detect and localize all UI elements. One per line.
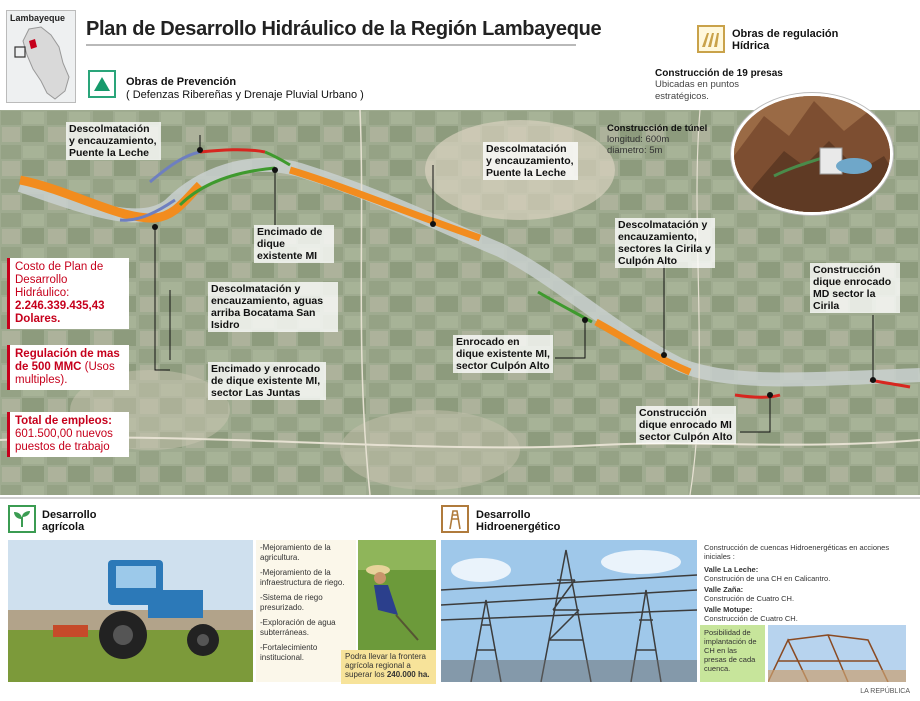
valle-la-leche-name: Valle La Leche: [704,565,759,574]
construction-illustration [768,625,906,682]
agri-item: -Fortalecimiento institucional. [260,643,318,662]
locator-label: Lambayeque [10,13,66,23]
stat-regulation [7,345,129,390]
map-label-encimado-dique: Encimado de dique existente MI [254,225,334,263]
map-label-bocatama-san-isidro: Descolmatación y encauzamiento, aguas arriba Bocatama San Isidro [208,282,338,332]
agri-item: -Mejoramiento de la infraestructura de riego. [260,568,345,587]
valle-zana-name: Valle Zaña: [704,585,744,594]
map-label-la-cirila-culpon-alto: Descolmatación y encauzamiento, sectores la Cirila y Culpón Alto [615,218,715,268]
stat-regulation-rest: (Usos multiples). [15,361,115,386]
farmer-illustration [358,540,436,650]
source-credit: LA REPÚBLICA [860,688,910,695]
hydro-possibility-note: Posibilidad de implantación de CH en las presas de cada cuenca. [700,625,765,682]
power-tower-photo [441,540,697,682]
presas-title: Construcción de 19 presas [655,68,783,79]
agriculture-title: Desarrollo agrícola [42,509,97,533]
hydro-actions [700,540,906,622]
prevention-title: Obras de Prevención [126,76,237,88]
valle-motupe-name: Valle Motupe: [704,605,753,614]
presas-subtitle: Ubicadas en puntos estratégicos. [655,79,739,102]
tractor-photo [8,540,253,682]
peru-outline-icon [7,11,76,103]
stat-cost-value: 2.246.339.435,43 Dolares. [15,300,105,325]
tunel-diameter: diametro: 5m [607,145,663,156]
stat-regulation-bold: Regulación de mas de 500 MMC [15,348,120,373]
prevention-subtitle: ( Defenzas Ribereñas y Drenaje Pluvial Urbano ) [126,89,364,101]
mountain-dam-illustration [731,93,893,215]
valle-zana-text: Construción de Cuatro CH. [704,594,795,603]
map-label-las-juntas: Encimado y enrocado de dique existente MI, sector Las Juntas [208,362,326,400]
farmer-photo [358,540,436,650]
frontier-value: 240.000 ha. [386,670,430,679]
agri-item: -Exploración de agua subterráneas. [260,618,336,637]
agri-item: -Mejoramiento de la agricultura. [260,543,331,562]
hydro-intro: Construcción de cuencas Hidroenergéticas en acciones iniciales : [704,543,890,561]
regulation-title: Obras de regulación Hídrica [732,28,839,52]
page-title: Plan de Desarrollo Hidráulico de la Región Lambayeque [86,18,602,40]
stat-cost-label: Costo de Plan de Desarrollo Hidráulico: [15,261,104,299]
sprout-icon [10,507,34,531]
electric-substation-illustration [441,540,697,682]
tractor-illustration [8,540,253,682]
map-label-enrocado-culpon-alto: Enrocado en dique existente MI, sector Culpón Alto [453,335,553,373]
frontier-note [341,650,436,684]
map-label-dique-enrocado-mi: Construcción dique enrocado MI sector Culpón Alto [636,406,736,444]
map-label-puente-la-leche-2: Descolmatación y encauzamiento, Puente la Leche [483,142,578,180]
stat-jobs-rest: 601.500,00 nuevos puestos de trabajo [15,428,113,453]
section-divider [0,497,920,499]
stat-cost [7,258,129,329]
mountain-dam-icon [734,96,893,215]
tunel-title: Construcción de túnel [607,123,708,134]
power-tower-icon [443,507,467,531]
title-divider [86,44,576,46]
valle-motupe-text: Construcción de Cuatro CH. [704,614,798,623]
locator-map [6,10,76,103]
prevention-icon [88,70,116,98]
regulation-icon [697,25,725,53]
frontier-text: Podra llevar la frontera agrícola regional a superar los [345,652,426,679]
hydro-title: Desarrollo Hidroenergético [476,509,561,533]
map-label-dique-enrocado-md: Construcción dique enrocado MD sector la Cirila [810,263,900,313]
stat-jobs-bold: Total de empleos: [15,415,112,427]
tunel-length: longitud: 600m [607,134,670,145]
map-label-puente-la-leche-1: Descolmatación y encauzamiento, Puente la Leche [66,122,161,160]
construction-photo [768,625,906,682]
valle-la-leche-text: Construción de una CH en Calicantro. [704,574,831,583]
stat-jobs [7,412,129,457]
hydro-icon [441,505,469,533]
agriculture-icon [8,505,36,533]
dam-icon [699,27,723,51]
agri-item: -Sistema de riego presurizado. [260,593,323,612]
